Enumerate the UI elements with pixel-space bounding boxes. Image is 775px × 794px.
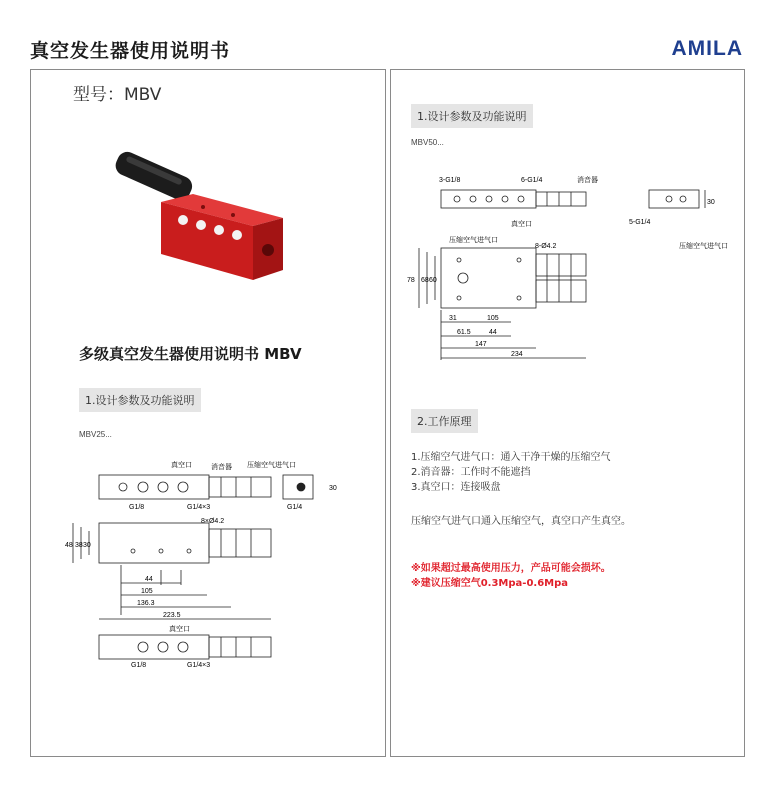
left-panel	[30, 69, 386, 757]
dim-30: 30	[329, 485, 337, 492]
mbv50-drawing	[401, 160, 741, 360]
label-6-g14: 6-G1/4	[521, 177, 543, 184]
section-heading: 1.设计参数及功能说明	[79, 388, 201, 412]
dim-136-3: 136.3	[137, 600, 155, 607]
label-silencer-right: 消音器	[577, 177, 598, 184]
section-heading-principle: 2.工作原理	[411, 409, 478, 433]
label-g18: G1/8	[129, 504, 145, 511]
warning-recommend: ※建议压缩空气0.3Mpa-0.6Mpa	[411, 578, 569, 589]
label-g14x3: G1/4×3	[187, 504, 211, 511]
label-5-g14: 5-G1/4	[629, 219, 651, 226]
label-vacuum-port-2: 真空口	[169, 626, 190, 633]
label-vacuum-port: 真空口	[171, 462, 192, 469]
label-holes: 8×Ø4.2	[201, 518, 225, 525]
label-air-inlet: 压缩空气进气口	[247, 462, 296, 469]
label-air-inlet-side: 压缩空气进气口	[679, 243, 728, 250]
dim-44: 44	[145, 576, 153, 583]
dim-30b: 30	[83, 542, 91, 549]
dim-38: 38	[75, 542, 83, 549]
model-code-right: MBV50...	[411, 138, 444, 147]
label-holes-right: 8-Ø4.2	[535, 243, 557, 250]
dim-60: 60	[429, 277, 437, 284]
principle-item-1: 1.压缩空气进气口：通入干净干燥的压缩空气	[411, 452, 611, 463]
dim-61-5: 61.5	[457, 329, 471, 336]
principle-item-2: 2.消音器：工作时不能遮挡	[411, 467, 531, 478]
section-heading-right: 1.设计参数及功能说明	[411, 104, 533, 128]
right-panel	[390, 69, 745, 757]
dim-44-right: 44	[489, 329, 497, 336]
subtitle: 多级真空发生器使用说明书 MBV	[79, 345, 302, 363]
label-g14x3-b: G1/4×3	[187, 662, 211, 669]
warning-pressure: ※如果超过最高使用压力，产品可能会损坏。	[411, 563, 611, 574]
dim-147: 147	[475, 341, 487, 348]
product-image	[103, 150, 303, 290]
dim-223-5: 223.5	[163, 612, 181, 619]
dim-105-right: 105	[487, 315, 499, 322]
dim-68: 68	[421, 277, 429, 284]
brand-logo: AMILA	[671, 37, 743, 60]
dim-234: 234	[511, 351, 523, 358]
label-g18-b: G1/8	[131, 662, 147, 669]
dim-48: 48	[65, 542, 73, 549]
label-3-g18: 3-G1/8	[439, 177, 461, 184]
mbv25-drawing	[61, 455, 381, 669]
label-air-inlet-right: 压缩空气进气口	[449, 237, 498, 244]
principle-item-3: 3.真空口：连接吸盘	[411, 482, 501, 493]
dim-78: 78	[407, 277, 415, 284]
principle-summary: 压缩空气进气口通入压缩空气，真空口产生真空。	[411, 516, 631, 527]
label-vacuum-port-right: 真空口	[511, 221, 532, 228]
model-code: MBV25...	[79, 430, 112, 439]
label-g14: G1/4	[287, 504, 303, 511]
dim-31: 31	[449, 315, 457, 322]
dim-105: 105	[141, 588, 153, 595]
model-label: 型号：MBV	[73, 85, 162, 105]
dim-30-right: 30	[707, 199, 715, 206]
label-silencer: 消音器	[211, 464, 232, 471]
document-title: 真空发生器使用说明书	[30, 40, 231, 62]
